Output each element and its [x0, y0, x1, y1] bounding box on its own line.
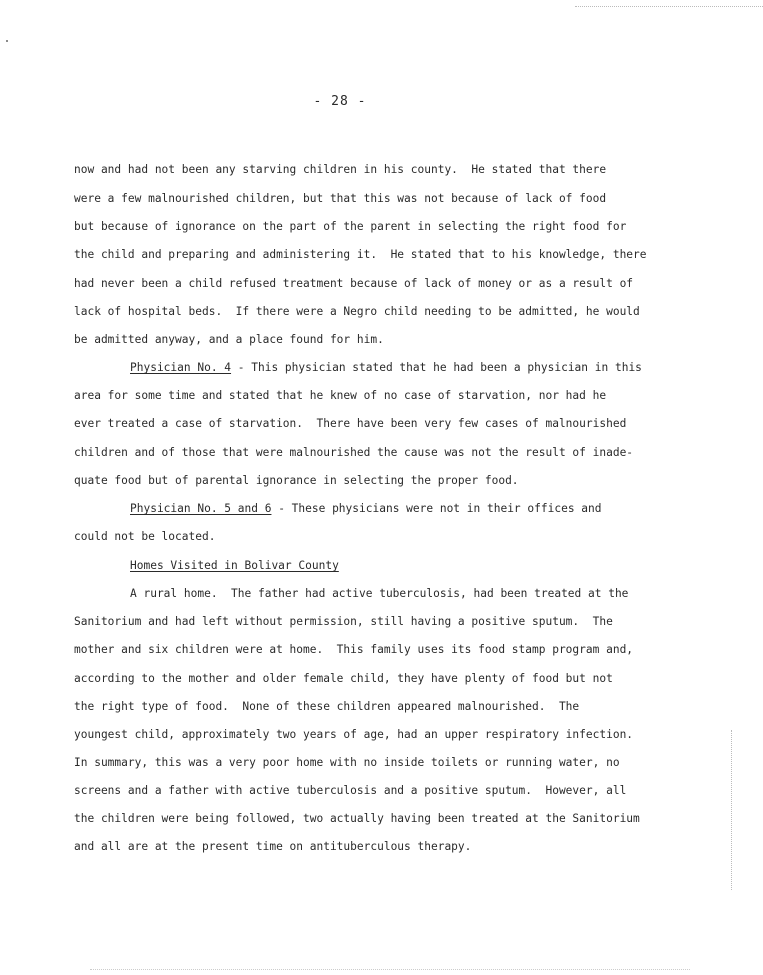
body-line: screens and a father with active tuberculosis and a positive sputum. However, all: [74, 784, 627, 797]
body-line: the child and preparing and administering it. He stated that to his knowledge, there: [74, 248, 647, 261]
body-line: could not be located.: [74, 530, 216, 543]
body-line: youngest child, approximately two years of age, had an upper respiratory infection.: [74, 728, 634, 741]
physician-5-6-first-line: [130, 502, 602, 516]
body-line: area for some time and stated that he knew of no case of starvation, nor had he: [74, 389, 607, 402]
body-line: and all are at the present time on antituberculous therapy.: [74, 840, 472, 853]
physician-4-heading: Physician No. 4: [130, 361, 232, 374]
scan-margin-mark: [731, 730, 733, 890]
body-line: lack of hospital beds. If there were a Negro child needing to be admitted, he would: [74, 305, 640, 318]
body-line: according to the mother and older female child, they have plenty of food but not: [74, 672, 613, 685]
body-line: quate food but of parental ignorance in selecting the proper food.: [74, 474, 519, 487]
body-line: but because of ignorance on the part of the parent in selecting the right food for: [74, 220, 627, 233]
homes-heading: Homes Visited in Bolivar County: [130, 559, 339, 572]
physician-4-first-line: [130, 361, 642, 375]
scan-border-top: [575, 0, 763, 7]
physician-5-6-first-line-text: - These physicians were not in their offices and: [271, 502, 602, 515]
physician-4-first-line-text: - This physician stated that he had been a physician in this: [231, 361, 642, 374]
body-line: the children were being followed, two actually having been treated at the Sanitorium: [74, 812, 640, 825]
scan-border-bottom: [90, 968, 690, 970]
body-line: now and had not been any starving children in his county. He stated that there: [74, 163, 607, 176]
body-line: children and of those that were malnourished the cause was not the result of inade-: [74, 446, 634, 459]
page-number: - 28 -: [313, 94, 367, 109]
body-line: In summary, this was a very poor home with no inside toilets or running water, no: [74, 756, 620, 769]
body-line: ever treated a case of starvation. There have been very few cases of malnourished: [74, 417, 627, 430]
scan-speck: [6, 40, 8, 42]
body-line: the right type of food. None of these children appeared malnourished. The: [74, 700, 580, 713]
body-line: mother and six children were at home. This family uses its food stamp program and,: [74, 643, 634, 656]
body-line: had never been a child refused treatment because of lack of money or as a result of: [74, 277, 634, 290]
physician-5-6-heading: Physician No. 5 and 6: [130, 502, 272, 515]
body-line: Sanitorium and had left without permission, still having a positive sputum. The: [74, 615, 613, 628]
body-line: were a few malnourished children, but that this was not because of lack of food: [74, 192, 607, 205]
rural-home-first-line: A rural home. The father had active tuberculosis, had been treated at the: [130, 587, 629, 600]
body-line: be admitted anyway, and a place found for him.: [74, 333, 384, 346]
